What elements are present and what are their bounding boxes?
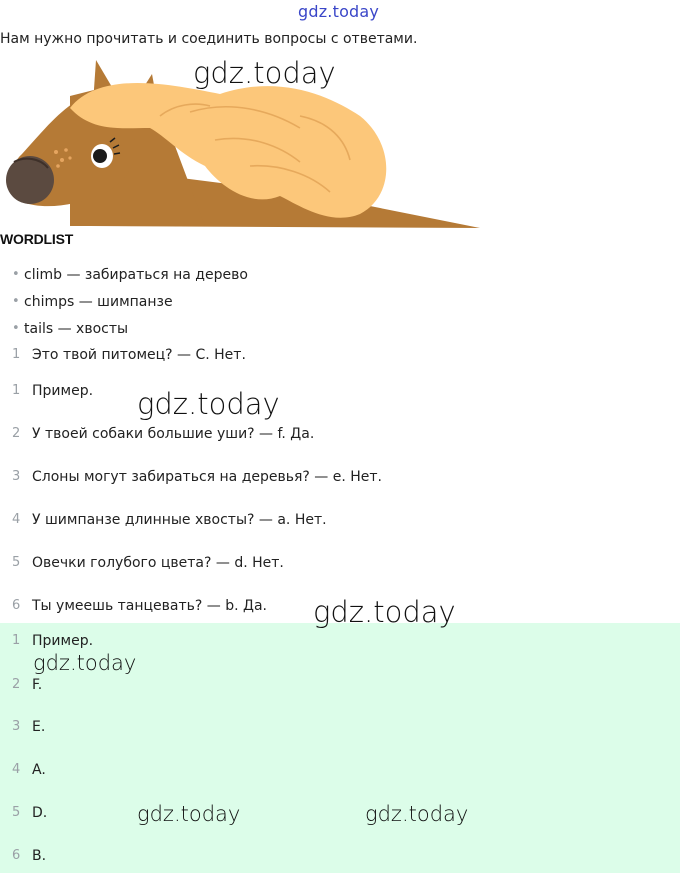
answer-item: 1 Пример. [12, 633, 94, 649]
intro-text: Нам нужно прочитать и соединить вопросы с ответами. [0, 31, 418, 47]
answer-item: 6 B. [12, 848, 47, 864]
answer-item: 4 A. [12, 762, 46, 778]
list-item: • climb — забираться на дерево [12, 265, 248, 292]
question-item: 3 Слоны могут забираться на деревья? — е. Нет. [12, 469, 383, 485]
question-item: 4 У шимпанзе длинные хвосты? — а. Нет. [12, 512, 327, 528]
watermark: gdz.today [33, 651, 137, 675]
pony-nose [6, 156, 54, 204]
question-item: 1 Это твой питомец? — С. Нет. [12, 347, 246, 363]
watermark: gdz.today [193, 56, 336, 90]
answer-item: 2 F. [12, 677, 43, 693]
bullet-icon: • [12, 267, 20, 282]
watermark: gdz.today [365, 802, 469, 826]
wordlist [12, 265, 248, 346]
wordlist-heading: WORDLIST [0, 231, 74, 247]
answer-item: 3 E. [12, 719, 46, 735]
bullet-icon: • [12, 321, 20, 336]
question-item: 6 Ты умеешь танцевать? — b. Да. [12, 598, 267, 614]
watermark: gdz.today [137, 802, 241, 826]
question-item: 2 У твоей собаки большие уши? — f. Да. [12, 426, 315, 442]
watermark: gdz.today [137, 387, 280, 421]
list-item: • chimps — шимпанзе [12, 292, 248, 319]
bullet-icon: • [12, 294, 20, 309]
question-item: 5 Овечки голубого цвета? — d. Нет. [12, 555, 284, 571]
watermark: gdz.today [313, 595, 456, 629]
answer-item: 5 D. [12, 805, 48, 821]
question-item: 1 Пример. [12, 383, 94, 399]
watermark-top: gdz.today [298, 2, 380, 21]
list-item: • tails — хвосты [12, 319, 248, 346]
